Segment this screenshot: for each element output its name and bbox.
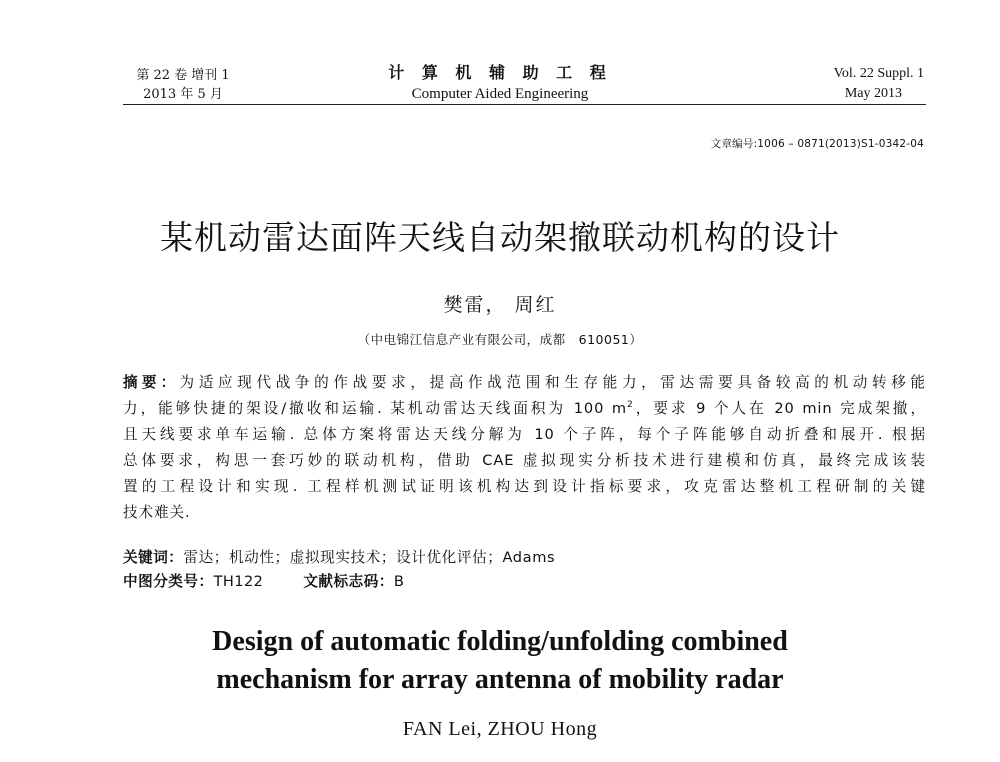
header-volume-en-line: Vol. 22 Suppl. 1 — [833, 66, 924, 81]
header-journal-name — [380, 62, 620, 104]
header-volume-en — [774, 64, 924, 104]
abstract-line-6: 技术难关. — [123, 504, 191, 521]
header-volume-info — [123, 66, 243, 104]
abstract — [123, 370, 926, 526]
abstract-text-1: 为适应现代战争的作战要求，提高作战范围和生存能力，雷达需要具备较高的机动转移能 — [179, 374, 926, 391]
abstract-line-1 — [123, 370, 926, 396]
keywords-label: 关键词： — [123, 549, 184, 566]
title-en-line-2: mechanism for array antenna of mobility radar — [216, 664, 784, 695]
abstract-text-2b: ，要求 9 个人在 20 min 完成架撤， — [633, 400, 926, 417]
abstract-line-4: 总体要求，构思一套巧妙的联动机构，借助 CAE 虚拟现实分析技术进行建模和仿真，最终完成该装 — [123, 452, 926, 469]
affiliation-cn: （中电锦江信息产业有限公司，成都 610051） — [357, 332, 643, 347]
keywords-value: 雷达；机动性；虚拟现实技术；设计优化评估；Adams — [183, 549, 556, 566]
classification — [123, 571, 404, 593]
title-en — [0, 623, 1000, 699]
authors-en: FAN Lei, ZHOU Hong — [402, 718, 598, 740]
abstract-label: 摘要： — [123, 374, 180, 391]
title-cn: 某机动雷达面阵天线自动架撤联动机构的设计 — [160, 218, 840, 257]
journal-name-cn: 计 算 机 辅 助 工 程 — [388, 63, 612, 82]
abstract-superscript: 2 — [627, 400, 634, 411]
header-date-en: May 2013 — [844, 86, 902, 101]
journal-name-en: Computer Aided Engineering — [411, 86, 589, 102]
abstract-text-2a: 力，能够快捷的架设/撤收和运输. 某机动雷达天线面积为 100 m — [123, 400, 628, 417]
header-date-cn: 2013 年 5 月 — [143, 87, 223, 102]
doc-code-value: B — [393, 573, 405, 590]
authors-cn: 樊雷， 周红 — [443, 294, 557, 316]
abstract-line-3: 且天线要求单车运输. 总体方案将雷达天线分解为 10 个子阵，每个子阵能够自动折叠和展开. 根据 — [123, 426, 926, 443]
doc-code-label: 文献标志码： — [303, 573, 394, 590]
header-rule — [123, 104, 926, 105]
article-number: 文章编号:1006 – 0871(2013)S1-0342-04 — [710, 138, 924, 150]
header-volume-cn: 第 22 卷 增刊 1 — [136, 68, 230, 83]
abstract-line-2 — [123, 396, 926, 422]
keywords — [123, 547, 555, 569]
abstract-line-5: 置的工程设计和实现. 工程样机测试证明该机构达到设计指标要求，攻克雷达整机工程研制的关键 — [123, 478, 926, 495]
clc-label: 中图分类号： — [123, 573, 214, 590]
title-en-line-1: Design of automatic folding/unfolding combined — [212, 626, 788, 657]
clc-value: TH122 — [213, 573, 264, 590]
